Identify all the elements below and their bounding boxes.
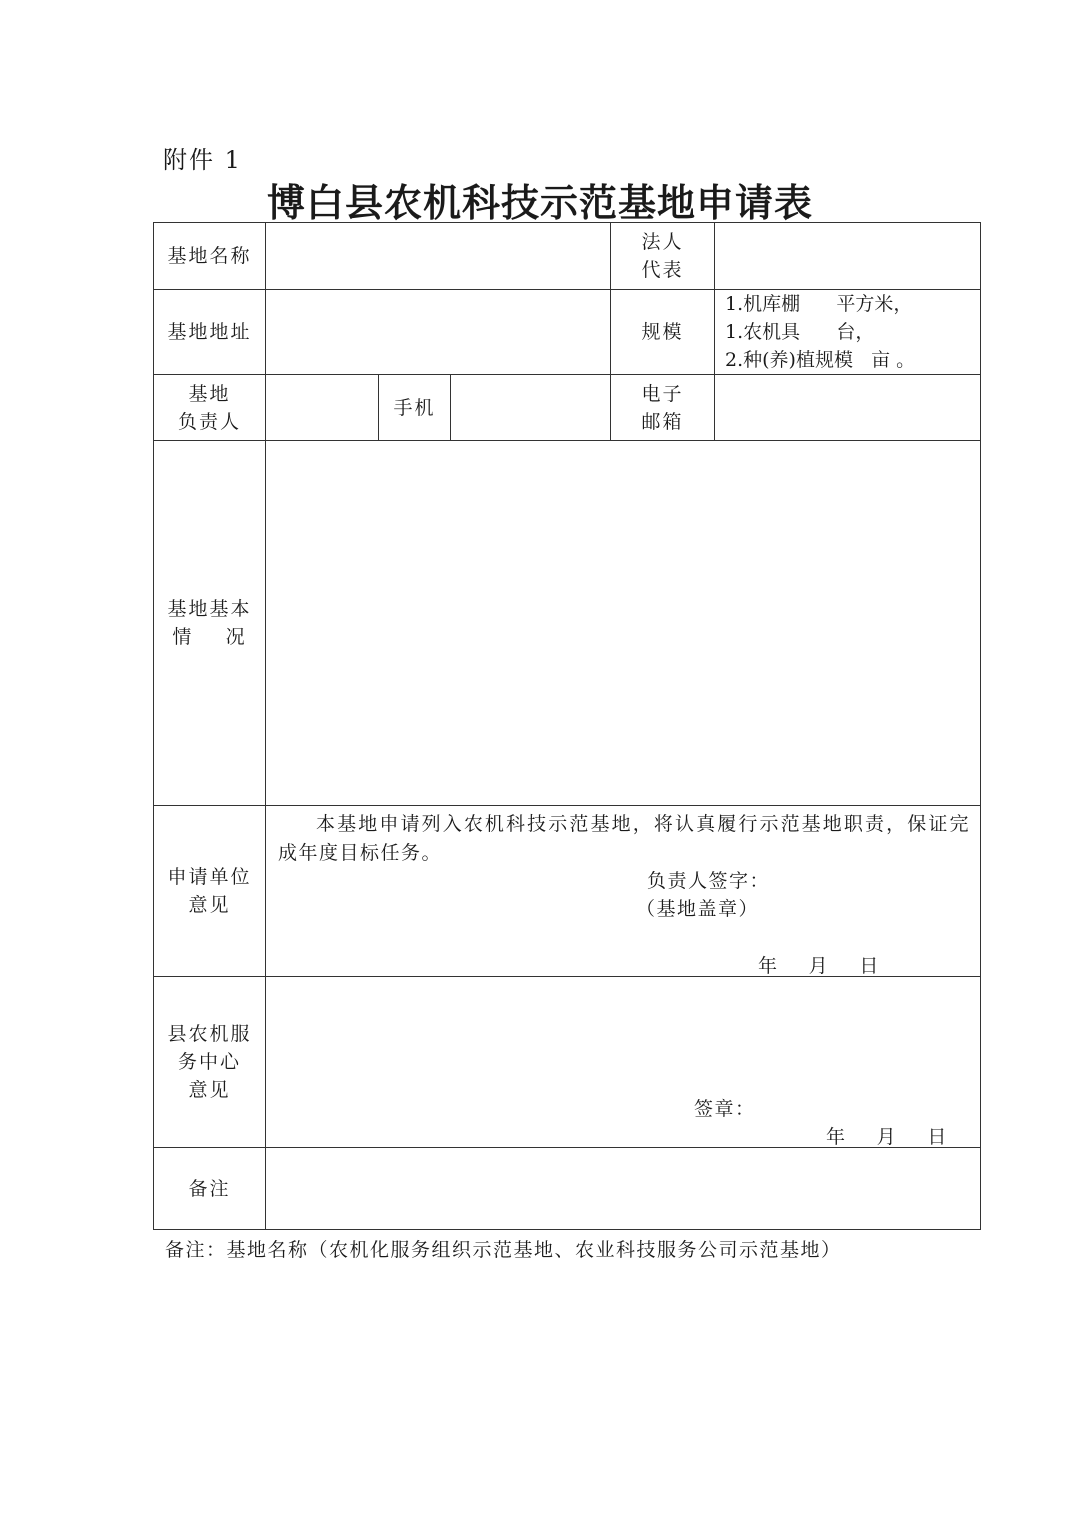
legal-rep-label: 法人 代表 bbox=[611, 223, 715, 290]
legal-rep-field[interactable] bbox=[715, 223, 981, 290]
remarks-label: 备注 bbox=[154, 1148, 266, 1230]
remarks-field[interactable] bbox=[266, 1148, 981, 1230]
row-base-name bbox=[154, 223, 981, 290]
attachment-label: 附件 1 bbox=[163, 146, 242, 174]
county-center-opinion-field[interactable] bbox=[266, 977, 981, 1148]
base-name-field[interactable] bbox=[266, 223, 611, 290]
email-field[interactable] bbox=[715, 375, 981, 441]
row-base-manager bbox=[154, 375, 981, 441]
seal-signature-label: 签章： bbox=[694, 1098, 756, 1120]
row-basic-situation bbox=[154, 441, 981, 806]
applicant-opinion-field[interactable] bbox=[266, 806, 981, 977]
mobile-label: 手机 bbox=[379, 375, 451, 441]
basic-situation-label: 基地基本 情 况 bbox=[154, 441, 266, 806]
base-manager-field[interactable] bbox=[266, 375, 379, 441]
base-address-field[interactable] bbox=[266, 290, 611, 375]
applicant-opinion-label: 申请单位 意见 bbox=[154, 806, 266, 977]
scale-item-planting: 2.种(养)植规模 亩 。 bbox=[725, 349, 916, 371]
seal-label: （基地盖章） bbox=[636, 898, 760, 920]
row-base-address bbox=[154, 290, 981, 375]
email-label: 电子 邮箱 bbox=[611, 375, 715, 441]
basic-situation-field[interactable] bbox=[266, 441, 981, 806]
county-center-opinion-label: 县农机服 务中心 意见 bbox=[154, 977, 266, 1148]
scale-item-garage: 1.机库棚 平方米， bbox=[725, 293, 913, 315]
scale-field[interactable] bbox=[715, 290, 981, 375]
scale-item-machinery: 1.农机具 台， bbox=[725, 321, 875, 343]
row-applicant-opinion bbox=[154, 806, 981, 977]
applicant-statement: 本基地申请列入农机科技示范基地，将认真履行示范基地职责，保证完成年度目标任务。 bbox=[278, 813, 971, 864]
date-line-applicant: 年 月 日 bbox=[758, 955, 880, 977]
base-manager-label: 基地 负责人 bbox=[154, 375, 266, 441]
page-title: 博白县农机科技示范基地申请表 bbox=[266, 181, 813, 225]
mobile-field[interactable] bbox=[451, 375, 611, 441]
date-line-county: 年 月 日 bbox=[826, 1126, 948, 1148]
base-address-label: 基地地址 bbox=[154, 290, 266, 375]
scale-label: 规模 bbox=[611, 290, 715, 375]
footnote: 备注：基地名称（农机化服务组织示范基地、农业科技服务公司示范基地） bbox=[165, 1239, 842, 1261]
manager-signature-label: 负责人签字： bbox=[647, 870, 771, 892]
application-form-table bbox=[153, 222, 981, 1230]
row-county-center-opinion bbox=[154, 977, 981, 1148]
base-name-label: 基地名称 bbox=[154, 223, 266, 290]
row-remarks bbox=[154, 1148, 981, 1230]
